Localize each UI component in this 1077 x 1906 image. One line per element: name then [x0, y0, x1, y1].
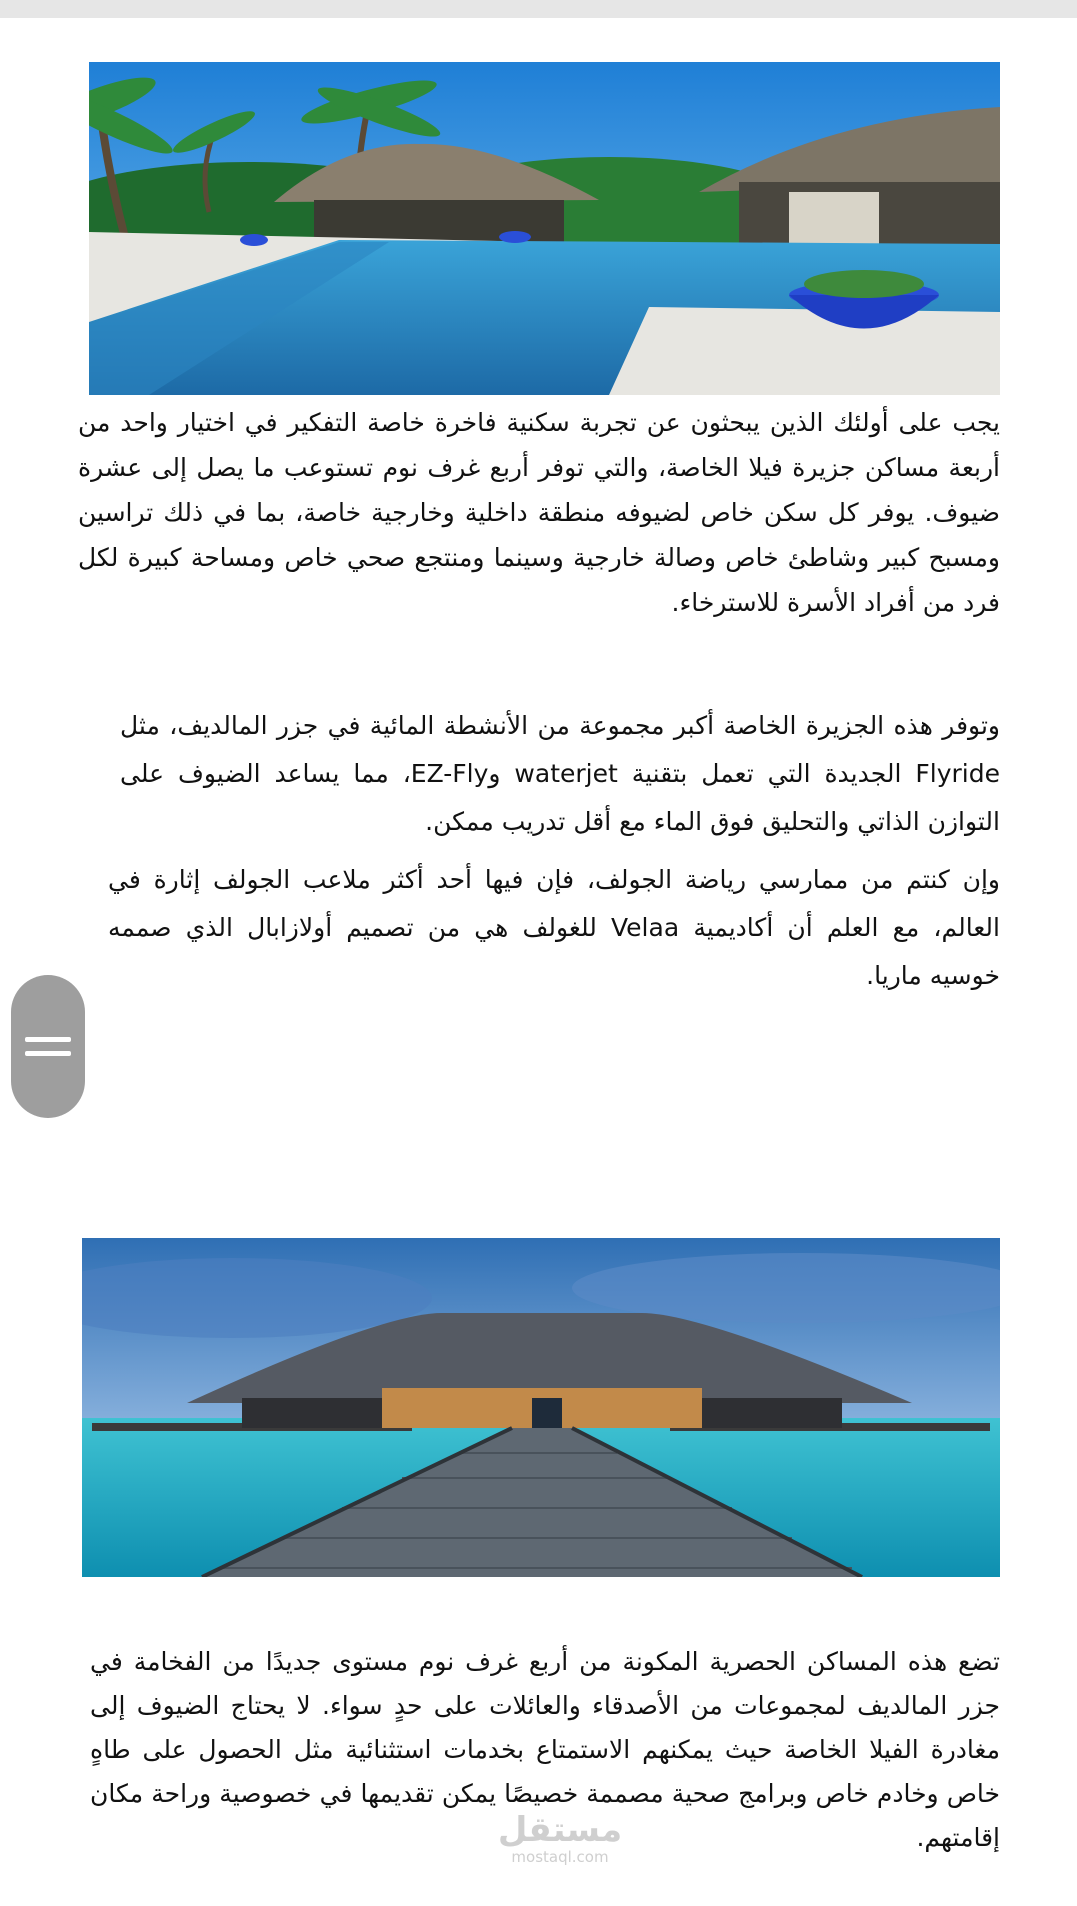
grip-line-icon	[25, 1037, 71, 1042]
watermark-arabic: مستقل	[497, 1810, 623, 1850]
scroll-handle[interactable]	[11, 975, 85, 1118]
pool-villa-photo	[89, 62, 1000, 395]
grip-line-icon	[25, 1051, 71, 1056]
watermark-latin: mostaql.com	[511, 1848, 609, 1866]
mostaql-watermark	[490, 1812, 630, 1872]
article-paragraph-villa: يجب على أولئك الذين يبحثون عن تجربة سكنية فاخرة خاصة التفكير في اختيار واحد من أربعة مساكن جزيرة فيلا الخاصة، والتي توفر أربع غرف نوم تستوعب ما يصل إلى عشرة ضيوف. يوفر كل سكن خاص لضيوفه منطقة داخلية وخارجية خاصة، بما في ذلك تراسين ومسبح كبير وشاطئ خاص وصالة خارجية وسينما ومنتجع صحي خاص ومساحة كبيرة لكل فرد من أفراد الأسرة للاسترخاء.	[78, 408, 1000, 617]
article-paragraph-golf: وإن كنتم من ممارسي رياضة الجولف، فإن فيها أحد أكثر ملاعب الجولف إثارة في العالم، مع العلم أن أكاديمية Velaa للغولف هي من تصميم أولازابال الذي صممه خوسيه ماريا.	[108, 865, 1000, 990]
article-paragraph-water-activities: وتوفر هذه الجزيرة الخاصة أكبر مجموعة من الأنشطة المائية في جزر المالديف، مثل Flyride الجديدة التي تعمل بتقنية waterjet وEZ-Fly، مما يساعد الضيوف على التوازن الذاتي والتحليق فوق الماء مع أقل تدريب ممكن.	[120, 711, 1000, 836]
article-paragraph-residences: تضع هذه المساكن الحصرية المكونة من أربع غرف نوم مستوى جديدًا من الفخامة في جزر المالديف لمجموعات من الأصدقاء والعائلات على حدٍ سواء. لا يحتاج الضيوف إلى مغادرة الفيلا الخاصة حيث يمكنهم الاستمتاع بخدمات استثنائية مثل الحصول على طاهٍ خاص وخادم خاص وبرامج صحية مصممة خصيصًا يمكن تقديمها في خصوصية وراحة مكان إقامتهم.	[90, 1647, 1000, 1852]
top-status-bar	[0, 0, 1077, 18]
overwater-pavilion-photo	[82, 1238, 1000, 1577]
